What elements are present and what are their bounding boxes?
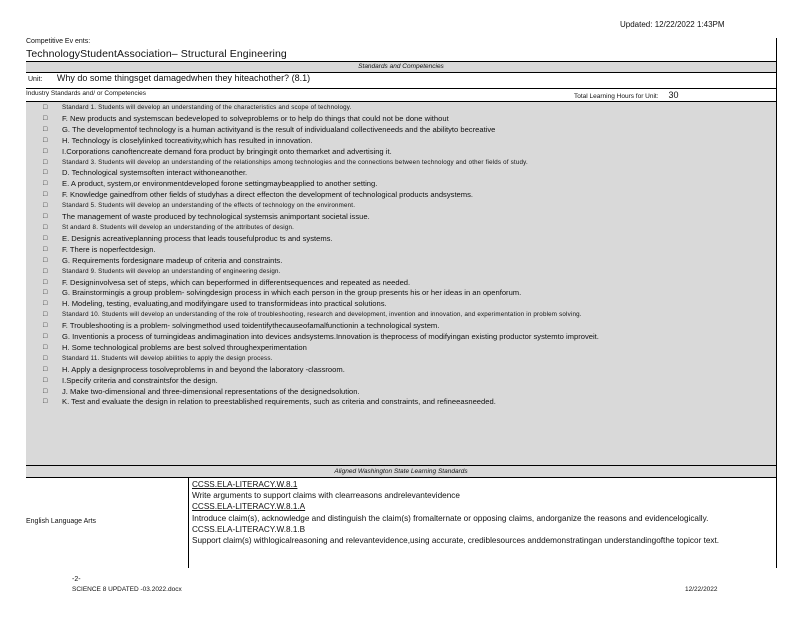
updated-stamp [620,20,725,29]
list-item [26,376,776,387]
square-bullet-icon: □ [43,136,48,144]
list-item [26,365,776,376]
square-bullet-icon: □ [43,365,48,373]
square-bullet-icon: □ [43,278,48,286]
unit-label: Unit: [28,76,43,83]
square-bullet-icon: □ [43,180,48,188]
list-item-text: I.Corporations canoftencreate demand fora product by bringingit onto themarket and advertising it. [62,146,392,156]
list-item [26,267,776,278]
list-item-text: G. Inventionis a process of turningideas andimagination into devices andsystems.Innovation is theprocess of modifyingan existing productor systemto improveit. [62,332,599,342]
list-item [26,158,776,169]
footer-date: 12/22/2022 [685,586,718,593]
square-bullet-icon: □ [43,311,48,319]
organization-title: TechnologyStudentAssociation– Structural Engineering [26,48,287,60]
square-bullet-icon: □ [43,245,48,253]
list-item [26,299,776,310]
list-item [26,168,776,179]
square-bullet-icon: □ [43,289,48,297]
square-bullet-icon: □ [43,223,48,231]
list-item [26,321,776,332]
list-item [26,278,776,289]
ela-column-divider [188,477,189,568]
list-item-text: F. New products and systemscan bedeveloped to solveproblems or to help do things that could not be done without [62,113,449,123]
list-item-text: Standard 3. Students will develop an understanding of the relationships among technologies and the connections between technology and other fields of study. [62,158,528,166]
list-item [26,234,776,245]
unit-question: Why do some thingsget damagedwhen they hiteachother? (8.1) [56,73,311,83]
square-bullet-icon: □ [43,202,48,210]
competencies-list [26,103,776,408]
list-item [26,343,776,354]
list-item [26,387,776,398]
list-item-text: J. Make two-dimensional and three-dimensional representations of the designedsolution. [62,386,360,396]
square-bullet-icon: □ [43,234,48,242]
page-number: -2- [72,576,81,583]
list-item-text: D. Technological systemsoften interact withoneanother. [62,168,248,178]
ela-subject: English Language Arts [26,518,97,525]
list-item [26,354,776,365]
list-item [26,136,776,147]
square-bullet-icon: □ [43,300,48,308]
square-bullet-icon: □ [43,158,48,166]
list-item [26,201,776,212]
table-header-right [574,90,679,100]
list-item-text: H. Some technological problems are best solved throughexperimentation [62,342,307,352]
list-item [26,125,776,136]
list-item-text: Standard 1. Students will develop an understanding of the characteristics and scope of technology. [62,104,352,111]
ela-code-3: CCSS.ELA-LITERACY.W.8.1.B [192,524,306,534]
list-item [26,190,776,201]
list-item-text: Standard 9. Students will develop an understanding of engineering design. [62,267,281,275]
ela-standards [192,479,752,546]
competitive-events-label: Competitive Ev ents: [26,38,91,45]
list-item [26,245,776,256]
standards-title: Standards and Competencies [358,63,444,70]
ela-code-2: CCSS.ELA-LITERACY.W.8.1.A [192,502,306,512]
square-bullet-icon: □ [43,114,48,122]
list-item [26,397,776,408]
list-item-text: K. Test and evaluate the design in relation to preestablished requirements, such as criteria and constraints, and refineeasneeded. [62,397,496,407]
ela-text-2: Introduce claim(s), acknowledge and distinguish the claim(s) fromalternate or opposing claims, andorganize the reasons and evidencelogically. [192,513,709,523]
square-bullet-icon: □ [43,256,48,264]
list-item-text: H. Modeling, testing, evaluating,and modifyingare used to transformideas into practical solutions. [62,299,387,309]
square-bullet-icon: □ [43,147,48,155]
list-item-text: Standard 11. Students will develop abilities to apply the design process. [62,354,273,362]
updated-date: 12/22/2022 [654,20,695,29]
ela-text-3: Support claim(s) withlogicalreasoning and relevantevidence,using accurate, crediblesources anddemonstratingan understandingofthe topicor text. [192,536,720,546]
divider-rule [26,477,777,478]
square-bullet-icon: □ [43,387,48,395]
list-item [26,212,776,223]
updated-label: Updated: [620,20,653,29]
updated-time: 1:43PM [696,20,725,29]
list-item-text: E. A product, system,or environmentdeveloped forone settingmaybeapplied to another setting. [62,179,378,189]
list-item-text: St andard 8. Students will develop an understanding of the attributes of design. [62,223,295,231]
list-item-text: H. Technology is closelylinked tocreativity,which has resulted in innovation. [62,135,313,145]
divider-rule [26,88,777,89]
table-header-left: Industry Standards and/ or Competencies [26,90,146,97]
square-bullet-icon: □ [43,343,48,351]
ela-code-1: CCSS.ELA-LITERACY.W.8.1 [192,480,298,489]
list-item-text: G. The developmentof technology is a human activityand is the result of individualand collectiveneeds and the abilityto becreative [62,124,496,134]
list-item-text: Standard 10. Students will develop an understanding of the role of troubleshooting, research and development, invention and innovation, and experimentation in problem solving. [62,311,582,319]
square-bullet-icon: □ [43,169,48,177]
list-item-text: F. Designinvolvesa set of steps, which can beperformed in differentsequences and repeated as needed. [62,277,411,287]
square-bullet-icon: □ [43,104,48,111]
list-item-text: Standard 5. Students will develop an understanding of the effects of technology on the environment. [62,202,356,210]
list-item-text: F. There is noperfectdesign. [62,244,156,254]
total-hours-value: 30 [668,90,679,100]
list-item-text: The management of waste produced by technological systemsis animportant societal issue. [62,212,370,222]
list-item [26,179,776,190]
list-item-text: G. Requirements fordesignare madeup of criteria and constraints. [62,255,283,265]
square-bullet-icon: □ [43,354,48,362]
square-bullet-icon: □ [43,213,48,221]
square-bullet-icon: □ [43,333,48,341]
ela-text-1: Write arguments to support claims with clearreasons andrelevantevidence [192,491,460,501]
file-name: SCIENCE 8 UPDATED -03.2022.docx [72,586,182,593]
frame-right-border [776,38,777,568]
unit-row [28,73,310,83]
square-bullet-icon: □ [43,191,48,199]
list-item [26,310,776,321]
square-bullet-icon: □ [43,125,48,133]
list-item-text: F. Knowledge gainedfrom other fields of studyhas a direct effecton the development of technological products andsystems. [62,190,474,200]
total-hours-label: Total Learning Hours for Unit: [574,93,659,100]
square-bullet-icon: □ [43,376,48,384]
table-header [26,90,776,100]
list-item [26,223,776,234]
list-item [26,332,776,343]
list-item-text: G. Brainstormingis a group problem- solvingdesign process in which each person in the group presents his or her ideas in an openforum. [62,288,522,298]
square-bullet-icon: □ [43,322,48,330]
list-item-text: F. Troubleshooting is a problem- solvingmethod used toidentifythecauseofamalfunctionin a technological system. [62,321,440,331]
list-item [26,256,776,267]
list-item [26,103,776,114]
list-item [26,114,776,125]
list-item [26,147,776,158]
list-item-text: I.Specify criteria and constraintsfor the design. [62,375,218,385]
square-bullet-icon: □ [43,267,48,275]
aligned-standards-title: Aligned Washington State Learning Standards [334,468,468,475]
square-bullet-icon: □ [43,398,48,406]
list-item [26,288,776,299]
list-item-text: H. Apply a designprocess tosolveproblems in and beyond the laboratory -classroom. [62,364,345,374]
list-item-text: E. Designis acreativeplanning process that leads tousefulproduc ts and systems. [62,233,333,243]
